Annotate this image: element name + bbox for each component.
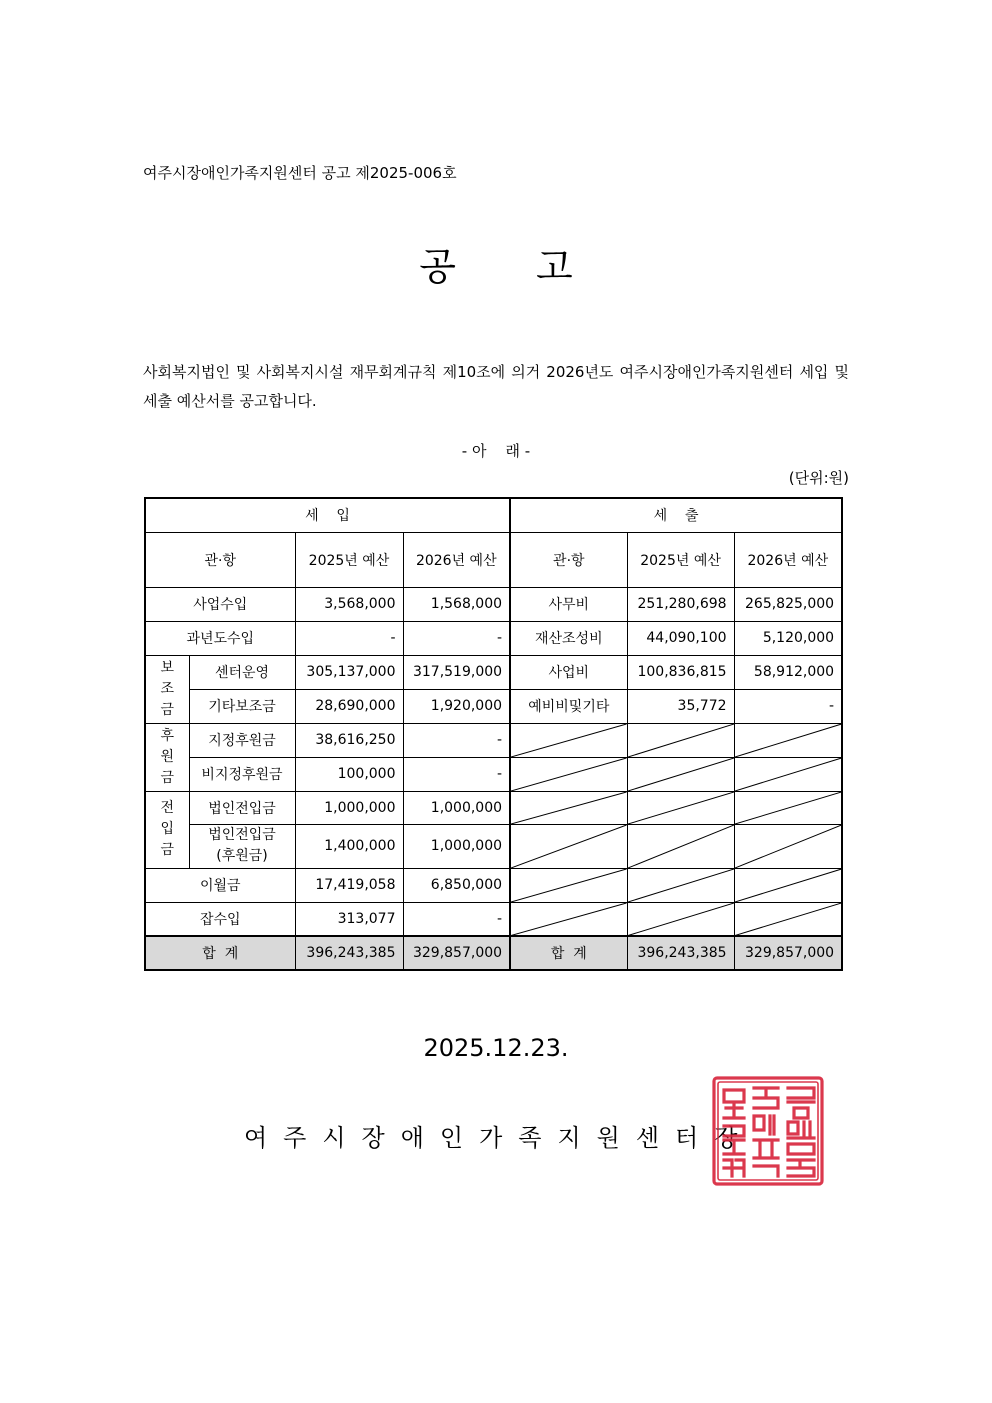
empty-slashed-cell: [734, 902, 842, 936]
revenue-2026-value: 1,568,000: [403, 587, 510, 621]
empty-slashed-cell: [627, 868, 734, 902]
empty-slashed-cell: [734, 791, 842, 824]
revenue-item-label: 비지정후원금: [189, 757, 295, 791]
title-char-2: 고: [536, 245, 573, 289]
empty-slashed-cell: [734, 757, 842, 791]
expense-2026-value: 58,912,000: [734, 655, 842, 689]
expense-header: 세 출: [510, 498, 842, 532]
expense-item-label: 사무비: [510, 587, 627, 621]
revenue-2026-value: 1,920,000: [403, 689, 510, 723]
slash-line: [511, 792, 627, 824]
expense-item-label: 사업비: [510, 655, 627, 689]
revenue-2025-value: 313,077: [295, 902, 403, 936]
revenue-2026-value: 317,519,000: [403, 655, 510, 689]
empty-slashed-cell: [627, 902, 734, 936]
empty-slashed-cell: [510, 791, 627, 824]
revenue-col-2025: 2025년 예산: [295, 532, 403, 587]
expense-2026-value: 265,825,000: [734, 587, 842, 621]
empty-slashed-cell: [627, 824, 734, 868]
table-row: [145, 757, 842, 791]
empty-slashed-cell: [734, 723, 842, 757]
slash-line: [511, 724, 627, 757]
table-row: [145, 902, 842, 936]
expense-col-2025: 2025년 예산: [627, 532, 734, 587]
slash-line: [735, 758, 842, 791]
revenue-2025-value: 100,000: [295, 757, 403, 791]
revenue-2026-value: -: [403, 723, 510, 757]
expense-2025-value: 44,090,100: [627, 621, 734, 655]
expense-2026-value: 5,120,000: [734, 621, 842, 655]
revenue-2026-value: -: [403, 621, 510, 655]
total-row: [145, 936, 842, 970]
revenue-2026-value: 6,850,000: [403, 868, 510, 902]
revenue-2025-value: 305,137,000: [295, 655, 403, 689]
slash-line: [511, 903, 627, 936]
slash-line: [735, 724, 842, 757]
expense-item-label: 재산조성비: [510, 621, 627, 655]
expense-total-2026: 329,857,000: [734, 936, 842, 970]
empty-slashed-cell: [510, 868, 627, 902]
official-seal-icon: [710, 1074, 826, 1188]
revenue-item-label: 지정후원금: [189, 723, 295, 757]
expense-col-2026: 2026년 예산: [734, 532, 842, 587]
body-paragraph: 사회복지법인 및 사회복지시설 재무회계규칙 제10조에 의거 2026년도 여주시장애인가족지원센터 세입 및 세출 예산서를 공고합니다.: [143, 363, 849, 410]
revenue-2025-value: 17,419,058: [295, 868, 403, 902]
empty-slashed-cell: [627, 791, 734, 824]
slash-line: [628, 758, 734, 791]
revenue-header: 세 입: [145, 498, 510, 532]
expense-total-2025: 396,243,385: [627, 936, 734, 970]
below-label: - 아 래 -: [461, 442, 531, 460]
revenue-total-label: 합 계: [145, 936, 295, 970]
table-row: [145, 587, 842, 621]
slash-line: [735, 903, 842, 936]
revenue-item-label: 법인전입금 (후원금): [189, 824, 295, 868]
expense-item-label: 예비비및기타: [510, 689, 627, 723]
slash-line: [628, 825, 734, 868]
notice-number: 여주시장애인가족지원센터 공고 제2025-006호: [143, 164, 457, 182]
revenue-2026-value: 1,000,000: [403, 824, 510, 868]
subsidy-group-label: 보 조 금: [145, 655, 189, 723]
revenue-item-label: 이월금: [145, 868, 295, 902]
empty-slashed-cell: [734, 868, 842, 902]
expense-2025-value: 251,280,698: [627, 587, 734, 621]
revenue-item-label: 과년도수입: [145, 621, 295, 655]
empty-slashed-cell: [734, 824, 842, 868]
expense-2025-value: 100,836,815: [627, 655, 734, 689]
revenue-2026-value: -: [403, 757, 510, 791]
slash-line: [628, 792, 734, 824]
budget-table: [144, 497, 843, 971]
revenue-total-2025: 396,243,385: [295, 936, 403, 970]
expense-2026-value: -: [734, 689, 842, 723]
empty-slashed-cell: [627, 723, 734, 757]
slash-line: [735, 792, 842, 824]
empty-slashed-cell: [510, 723, 627, 757]
slash-line: [735, 825, 842, 868]
table-row: [145, 621, 842, 655]
revenue-item-label: 법인전입금: [189, 791, 295, 824]
revenue-2025-value: 38,616,250: [295, 723, 403, 757]
revenue-2025-value: 1,400,000: [295, 824, 403, 868]
unit-label: (단위:원): [788, 469, 849, 487]
expense-2025-value: 35,772: [627, 689, 734, 723]
revenue-2025-value: 3,568,000: [295, 587, 403, 621]
donation-group-label: 후 원 금: [145, 723, 189, 791]
slash-line: [628, 869, 734, 902]
table-row: [145, 824, 842, 868]
empty-slashed-cell: [510, 902, 627, 936]
empty-slashed-cell: [510, 824, 627, 868]
empty-slashed-cell: [510, 757, 627, 791]
slash-line: [735, 869, 842, 902]
revenue-2025-value: 28,690,000: [295, 689, 403, 723]
page-title: [0, 236, 992, 291]
slash-line: [511, 758, 627, 791]
title-char-1: 공: [419, 245, 456, 289]
revenue-col-item: 관·항: [145, 532, 295, 587]
slash-line: [628, 724, 734, 757]
slash-line: [511, 869, 627, 902]
table-row: [145, 655, 842, 689]
table-row: [145, 791, 842, 824]
table-row: [145, 723, 842, 757]
revenue-item-label: 잡수입: [145, 902, 295, 936]
revenue-2025-value: 1,000,000: [295, 791, 403, 824]
signature-line: 여주시장애인가족지원센터장: [244, 1124, 754, 1152]
revenue-col-2026: 2026년 예산: [403, 532, 510, 587]
slash-line: [628, 903, 734, 936]
revenue-total-2026: 329,857,000: [403, 936, 510, 970]
slash-line: [511, 825, 627, 868]
revenue-item-label: 센터운영: [189, 655, 295, 689]
empty-slashed-cell: [627, 757, 734, 791]
table-row: [145, 868, 842, 902]
revenue-item-label: 사업수입: [145, 587, 295, 621]
revenue-2025-value: -: [295, 621, 403, 655]
revenue-item-label: 기타보조금: [189, 689, 295, 723]
expense-col-item: 관·항: [510, 532, 627, 587]
revenue-2026-value: -: [403, 902, 510, 936]
notice-date: 2025.12.23.: [423, 1034, 569, 1062]
transfer-group-label: 전 입 금: [145, 791, 189, 868]
expense-total-label: 합 계: [510, 936, 627, 970]
revenue-2026-value: 1,000,000: [403, 791, 510, 824]
table-row: [145, 689, 842, 723]
